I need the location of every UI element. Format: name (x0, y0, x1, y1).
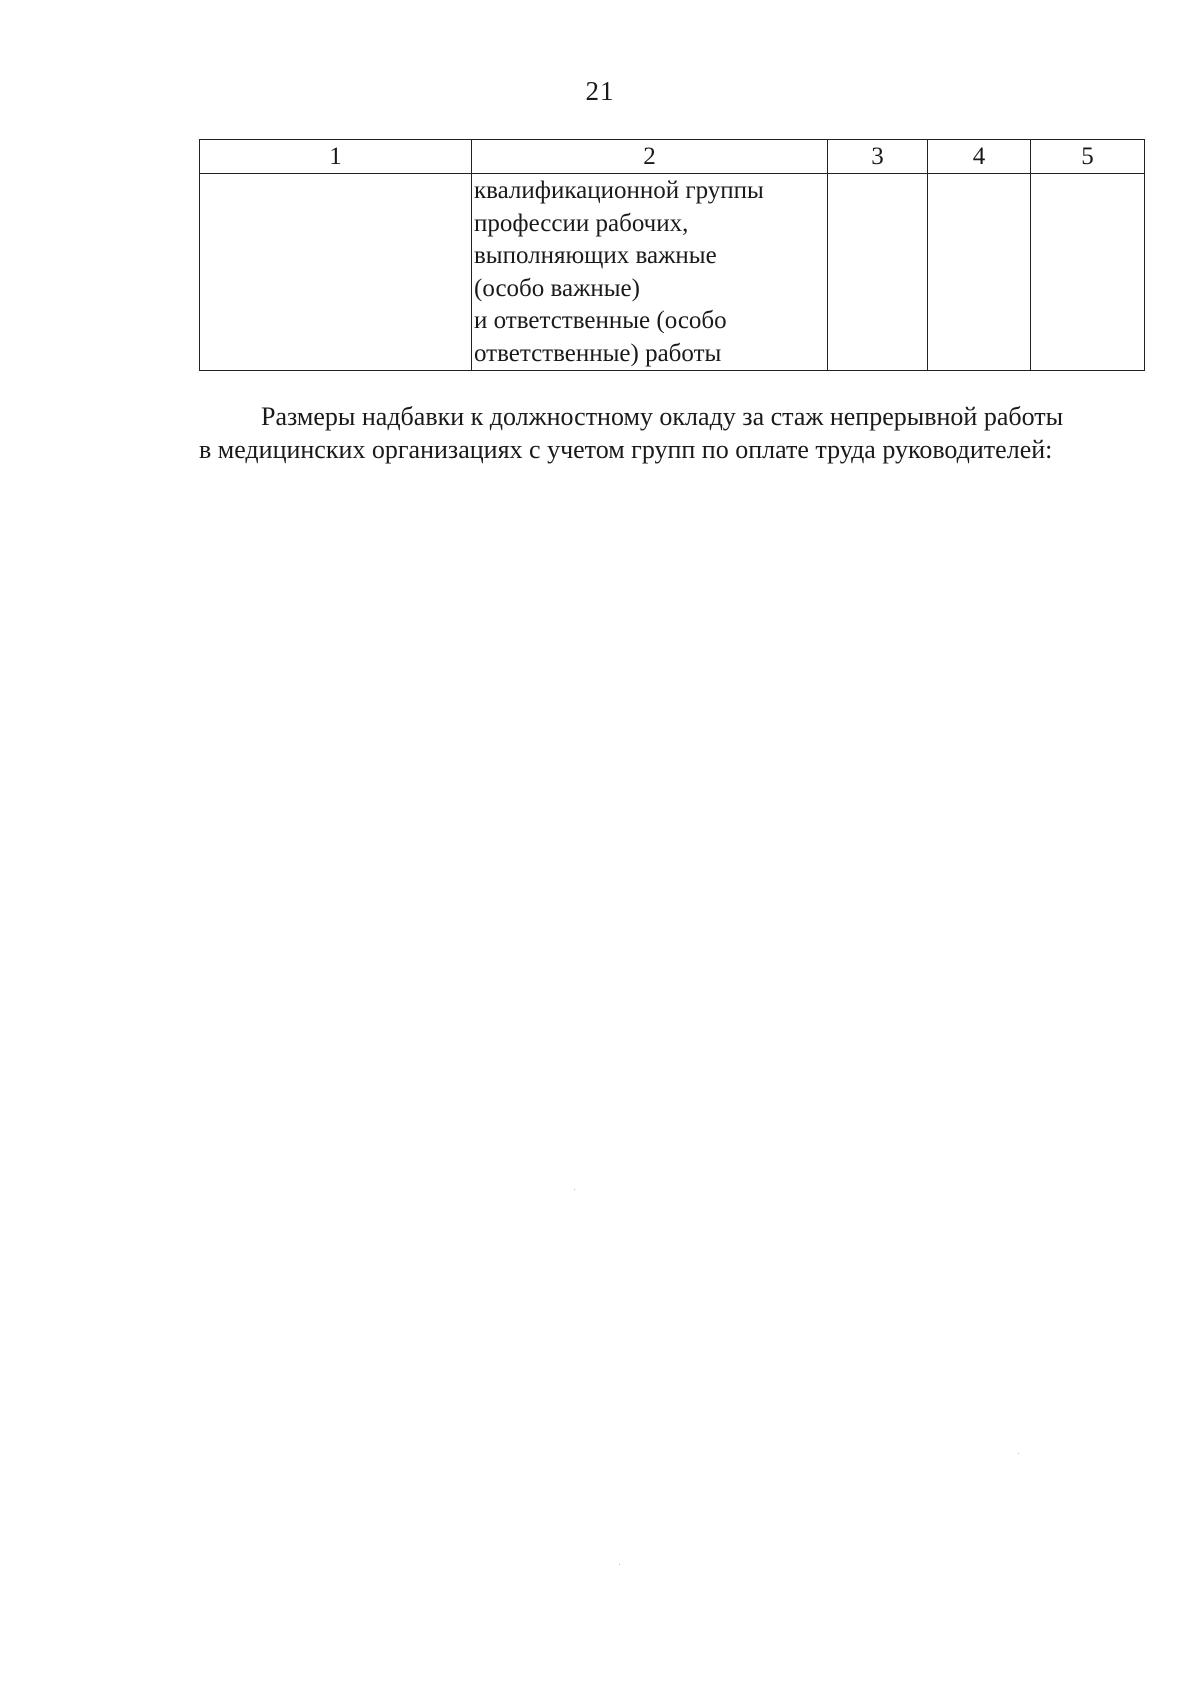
header-cell-1: 1 (200, 140, 472, 174)
scan-speck (619, 1564, 620, 1565)
cell-col-2 (472, 174, 828, 371)
page-number: 21 (585, 76, 615, 106)
cell-col-3 (828, 174, 928, 371)
table-header-row (200, 140, 1145, 174)
cell-text-line: ответственные) работы (474, 339, 722, 367)
scan-speck (1018, 1453, 1019, 1454)
body-paragraph (199, 400, 1144, 466)
cell-text-line: (особо важные) (474, 274, 640, 302)
cell-text-line: профессии рабочих, (474, 209, 689, 237)
cell-col-5 (1031, 174, 1145, 371)
scan-speck (574, 1189, 575, 1190)
header-cell-2: 2 (472, 140, 828, 174)
header-cell-4: 4 (928, 140, 1031, 174)
cell-col-4 (928, 174, 1031, 371)
paragraph-line-1: Размеры надбавки к должностному окладу за стаж непрерывной работы (261, 402, 1064, 431)
paragraph-line-2: в медицинских организациях с учетом групп по оплате труда руководителей: (199, 435, 1053, 464)
table-row (200, 174, 1145, 371)
cell-text-line: квалификационной группы (474, 177, 764, 204)
header-cell-3: 3 (828, 140, 928, 174)
document-table (199, 139, 1145, 371)
cell-text-line: и ответственные (особо (474, 307, 727, 334)
header-cell-5: 5 (1031, 140, 1145, 174)
cell-col-1 (200, 174, 472, 371)
cell-text-line: выполняющих важные (474, 242, 717, 269)
